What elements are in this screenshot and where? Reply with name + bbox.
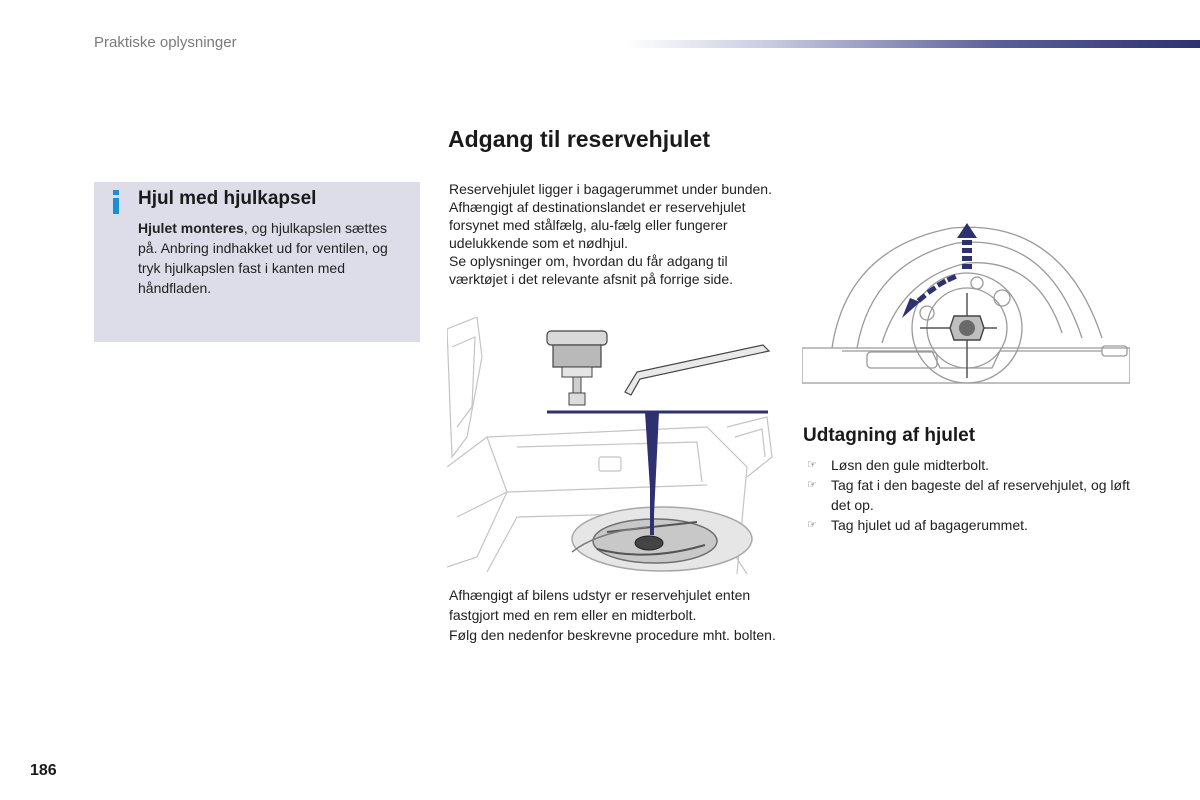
pointing-hand-icon: ☞ — [807, 479, 817, 491]
intro-paragraph: Afhængigt af destinationslandet er reservehjulet forsynet med stålfælg, alu-fælg eller fungerer udelukkende som et nødhjul. — [449, 199, 746, 251]
intro-paragraph: Reservehjulet ligger i bagagerummet under bunden. — [449, 181, 772, 197]
fastening-note — [449, 585, 779, 645]
step-text: Tag fat i den bageste del af reservehjulet, og løft det op. — [831, 477, 1130, 513]
step-text: Løsn den gule midterbolt. — [831, 457, 989, 473]
list-item — [803, 475, 1133, 515]
fastening-note-paragraph: Følg den nedenfor beskrevne procedure mht. bolten. — [449, 627, 776, 643]
intro-text — [449, 180, 779, 288]
info-box-text-rest: , og hjulkapslen sættes på. Anbring indhakket ud for ventilen, og tryk hjulkapslen fast i kanten med håndfladen. — [138, 220, 388, 296]
removal-title: Udtagning af hjulet — [803, 425, 976, 446]
info-icon — [110, 190, 122, 214]
main-title: Adgang til reservehjulet — [448, 126, 711, 152]
list-item — [803, 455, 1133, 475]
pointing-hand-icon: ☞ — [807, 459, 817, 471]
page-number: 186 — [30, 762, 57, 779]
intro-paragraph: Se oplysninger om, hvordan du får adgang til værktøjet i det relevante afsnit på forrige side. — [449, 253, 734, 287]
section-label: Praktiske oplysninger — [94, 34, 237, 51]
info-box-title: Hjul med hjulkapsel — [138, 188, 317, 209]
pointing-hand-icon: ☞ — [807, 519, 817, 531]
spare-wheel-illustration — [802, 218, 1130, 390]
info-box-text — [138, 218, 400, 298]
removal-steps — [803, 455, 1133, 535]
header-bar — [625, 40, 1200, 48]
trunk-spare-wheel-illustration — [447, 317, 774, 574]
fastening-note-paragraph: Afhængigt af bilens udstyr er reservehjulet enten fastgjort med en rem eller en midterbolt. — [449, 587, 751, 623]
info-box-text-bold: Hjulet monteres — [138, 220, 244, 236]
list-item — [803, 515, 1133, 535]
step-text: Tag hjulet ud af bagagerummet. — [831, 517, 1028, 533]
